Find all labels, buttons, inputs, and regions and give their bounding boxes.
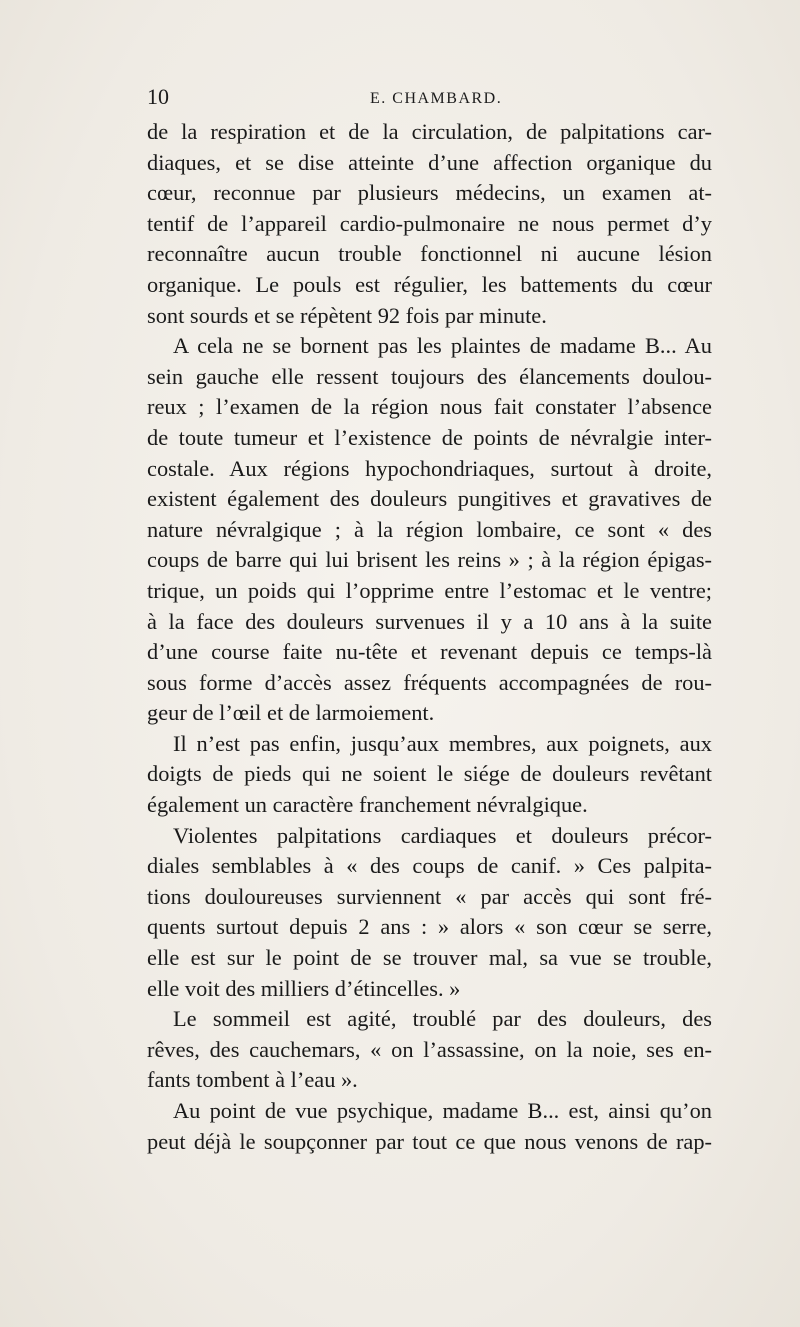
text-line: sous forme d’accès assez fréquents accompagnées de rou- [147,669,712,695]
text-line: de la respiration et de la circulation, de palpitations car- [147,119,712,144]
running-head: E. CHAMBARD. [370,90,503,107]
text-line: peut déjà le soupçonner par tout ce que nous venons de rap- [147,1128,712,1154]
text-line: elle voit des milliers d’étincelles. » [147,975,461,1001]
text-line: sein gauche elle ressent toujours des élancements doulou- [147,363,712,389]
text-line: Au point de vue psychique, madame B... est, ainsi qu’on [173,1098,712,1123]
text-line: nature névralgique ; à la région lombaire, ce sont « des [147,516,712,542]
text-line: quents surtout depuis 2 ans : » alors « son cœur se serre, [147,914,712,940]
text-line: à la face des douleurs survenues il y a 10 ans à la suite [147,608,712,634]
text-line: geur de l’œil et de larmoiement. [147,700,435,726]
text-line: également un caractère franchement névralgique. [147,792,588,818]
text-line: Il n’est pas enfin, jusqu’aux membres, aux poignets, aux [173,730,712,756]
text-line: costale. Aux régions hypochondriaques, surtout à droite, [147,455,712,481]
text-line: coups de barre qui lui brisent les reins » ; à la région épigas- [147,547,712,573]
text-line: tions douloureuses surviennent « par accès qui sont fré- [147,883,712,909]
text-line: Le sommeil est agité, troublé par des douleurs, des [173,1006,712,1032]
text-line: reux ; l’examen de la région nous fait constater l’absence [147,394,712,420]
text-line: de toute tumeur et l’existence de points de névralgie inter- [147,424,712,450]
text-line: cœur, reconnue par plusieurs médecins, un examen at- [147,180,712,206]
text-line: rêves, des cauchemars, « on l’assassine, on la noie, ses en- [147,1036,712,1062]
text-line: A cela ne se bornent pas les plaintes de madame B... Au [173,333,712,359]
body-text [147,117,712,1157]
text-line: trique, un poids qui l’opprime entre l’estomac et le ventre; [147,577,712,603]
text-line: doigts de pieds qui ne soient le siége de douleurs revêtant [147,761,712,787]
text-line: tentif de l’appareil cardio-pulmonaire ne nous permet d’y [147,210,712,236]
text-line: elle est sur le point de se trouver mal, sa vue se trouble, [147,945,712,971]
text-line: diaques, et se dise atteinte d’une affection organique du [147,149,712,175]
text-line: diales semblables à « des coups de canif. » Ces palpita- [147,853,712,879]
page-number: 10 [147,84,169,109]
text-line: sont sourds et se répètent 92 fois par minute. [147,302,547,328]
page-header [147,82,707,112]
text-line: fants tombent à l’eau ». [147,1067,358,1093]
text-line: existent également des douleurs pungitives et gravatives de [147,486,712,512]
text-line: reconnaître aucun trouble fonctionnel ni aucune lésion [147,241,712,267]
text-line: Violentes palpitations cardiaques et douleurs précor- [173,822,712,848]
text-line: d’une course faite nu-tête et revenant depuis ce temps-là [147,639,712,665]
text-line: organique. Le pouls est régulier, les battements du cœur [147,271,712,297]
